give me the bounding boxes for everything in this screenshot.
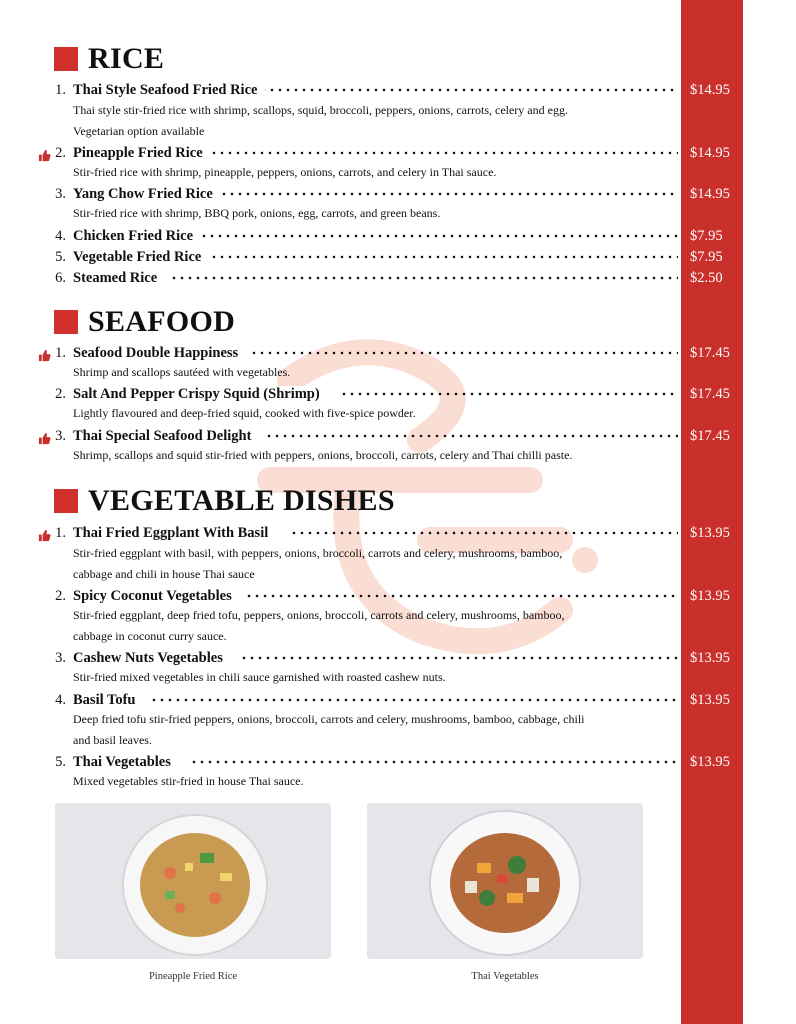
item-price: $13.95 — [690, 692, 730, 708]
item-description — [73, 162, 663, 183]
item-name: Thai Vegetables — [73, 754, 179, 771]
fried-rice-plate-image — [55, 803, 331, 959]
description-line: Shrimp, scallops and squid stir-fried with peppers, onions, broccoli, carrots, celery and Thai chilli paste. — [73, 448, 573, 462]
description-line: Vegetarian option available — [73, 124, 205, 138]
item-price: $7.95 — [690, 249, 723, 265]
item-name: Thai Style Seafood Fried Rice — [73, 82, 265, 99]
dot-leader — [220, 187, 678, 201]
dot-leader — [245, 589, 678, 603]
photo-caption: Thai Vegetables — [471, 971, 539, 982]
item-price: $14.95 — [690, 186, 730, 202]
dot-leader — [260, 83, 678, 97]
item-number: 4. — [55, 692, 66, 708]
dot-leader — [210, 250, 678, 264]
item-number: 3. — [55, 650, 66, 666]
item-name: Thai Fried Eggplant With Basil — [73, 525, 276, 542]
item-description — [73, 445, 663, 466]
item-description — [73, 771, 663, 792]
dot-leader — [250, 346, 678, 360]
item-description — [73, 543, 663, 585]
item-name: Steamed Rice — [73, 270, 165, 287]
description-line: Deep fried tofu stir-fried peppers, onions, broccoli, carrots and celery, mushrooms, bamboo, cabbage, chili — [73, 712, 585, 726]
section-header-rice — [54, 42, 164, 76]
item-number: 2. — [55, 145, 66, 161]
item-description — [73, 667, 663, 688]
description-line: Lightly flavoured and deep-fried squid, cooked with five-spice powder. — [73, 406, 416, 420]
dot-leader — [240, 651, 678, 665]
item-description — [73, 362, 663, 383]
photo-thai-vegetables — [367, 803, 643, 959]
item-name: Yang Chow Fried Rice — [73, 186, 221, 203]
dot-leader — [210, 146, 678, 160]
thai-vegetables-plate-image — [367, 803, 643, 959]
dot-leader — [170, 271, 678, 285]
item-name: Vegetable Fried Rice — [73, 249, 209, 266]
section-marker-icon — [54, 489, 78, 513]
item-name: Spicy Coconut Vegetables — [73, 588, 240, 605]
item-price: $17.45 — [690, 386, 730, 402]
description-line: Stir-fried rice with shrimp, BBQ pork, onions, egg, carrots, and green beans. — [73, 206, 441, 220]
item-description — [73, 203, 663, 224]
description-line: cabbage and chili in house Thai sauce — [73, 567, 255, 581]
menu-item — [0, 249, 796, 269]
item-description — [73, 100, 663, 142]
item-description — [73, 605, 663, 647]
item-description — [73, 709, 663, 751]
item-name: Basil Tofu — [73, 692, 143, 709]
item-number: 5. — [55, 754, 66, 770]
section-marker-icon — [54, 310, 78, 334]
section-header-seafood — [54, 305, 235, 339]
section-marker-icon — [54, 47, 78, 71]
dot-leader — [290, 526, 678, 540]
item-number: 4. — [55, 228, 66, 244]
item-number: 6. — [55, 270, 66, 286]
item-name: Chicken Fried Rice — [73, 228, 201, 245]
item-price: $17.45 — [690, 345, 730, 361]
menu-item — [0, 82, 796, 102]
dot-leader — [190, 755, 678, 769]
description-line: Mixed vegetables stir-fried in house Thai sauce. — [73, 774, 304, 788]
item-number: 1. — [55, 525, 66, 541]
item-number: 1. — [55, 345, 66, 361]
dot-leader — [265, 429, 678, 443]
photo-caption: Pineapple Fried Rice — [148, 971, 238, 982]
item-price: $14.95 — [690, 145, 730, 161]
item-price: $7.95 — [690, 228, 723, 244]
description-line: Stir-fried eggplant, deep fried tofu, peppers, onions, broccoli, carrots and celery, mushrooms, bamboo, — [73, 608, 565, 622]
item-price: $2.50 — [690, 270, 723, 286]
item-description — [73, 403, 663, 424]
item-name: Salt And Pepper Crispy Squid (Shrimp) — [73, 386, 328, 403]
item-number: 3. — [55, 428, 66, 444]
item-number: 2. — [55, 386, 66, 402]
item-name: Thai Special Seafood Delight — [73, 428, 259, 445]
item-price: $13.95 — [690, 650, 730, 666]
item-name: Seafood Double Happiness — [73, 345, 246, 362]
item-number: 3. — [55, 186, 66, 202]
item-price: $13.95 — [690, 588, 730, 604]
photo-pineapple-fried-rice — [55, 803, 331, 959]
description-line: and basil leaves. — [73, 733, 152, 747]
item-price: $14.95 — [690, 82, 730, 98]
description-line: Stir-fried eggplant with basil, with peppers, onions, broccoli, carrots and celery, mushrooms, bamboo, — [73, 546, 563, 560]
item-price: $13.95 — [690, 525, 730, 541]
description-line: Thai style stir-fried rice with shrimp, scallops, squid, broccoli, peppers, onions, carrots, celery and egg. — [73, 103, 568, 117]
section-title: RICE — [88, 42, 165, 75]
menu-item — [0, 270, 796, 290]
item-name: Pineapple Fried Rice — [73, 145, 211, 162]
item-number: 2. — [55, 588, 66, 604]
item-price: $13.95 — [690, 754, 730, 770]
item-price: $17.45 — [690, 428, 730, 444]
dot-leader — [340, 387, 678, 401]
menu-item — [0, 228, 796, 248]
item-number: 1. — [55, 82, 66, 98]
section-title: SEAFOOD — [88, 305, 236, 338]
menu-item — [0, 525, 796, 545]
description-line: cabbage in coconut curry sauce. — [73, 629, 227, 643]
description-line: Shrimp and scallops sautéed with vegetables. — [73, 365, 291, 379]
description-line: Stir-fried mixed vegetables in chili sauce garnished with roasted cashew nuts. — [73, 670, 446, 684]
description-line: Stir-fried rice with shrimp, pineapple, peppers, onions, carrots, and celery in Thai sauce. — [73, 165, 497, 179]
section-header-vegetable-dishes — [54, 484, 395, 518]
item-name: Cashew Nuts Vegetables — [73, 650, 231, 667]
dot-leader — [150, 693, 678, 707]
item-number: 5. — [55, 249, 66, 265]
dot-leader — [200, 229, 678, 243]
section-title: VEGETABLE DISHES — [88, 484, 395, 517]
